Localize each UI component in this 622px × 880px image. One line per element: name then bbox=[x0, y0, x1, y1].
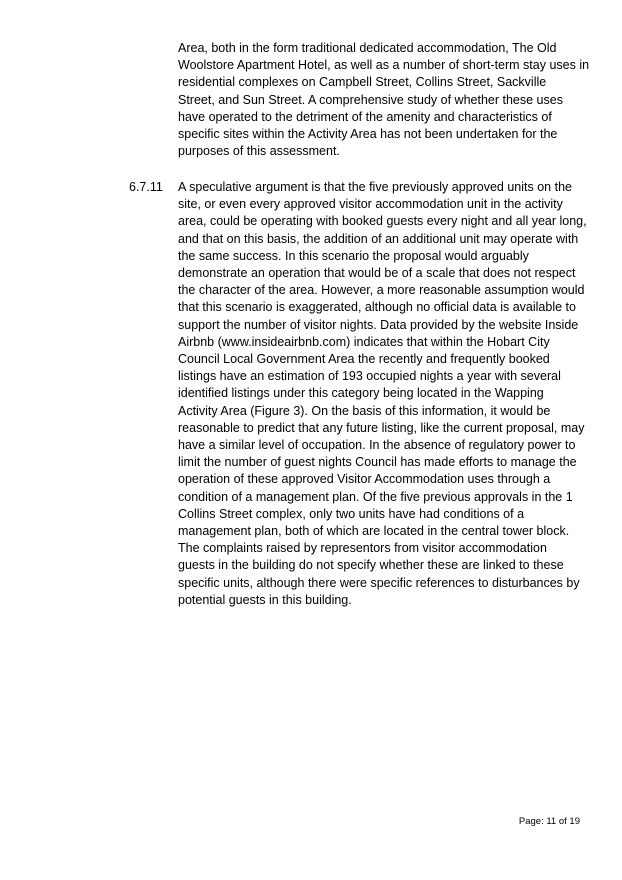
paragraph-line: Woolstore Apartment Hotel, as well as a number of short-term stay uses in bbox=[178, 58, 590, 73]
paragraph-line: Airbnb (www.insideairbnb.com) indicates that within the Hobart City bbox=[178, 334, 550, 349]
page-number-footer: Page: 11 of 19 bbox=[518, 816, 580, 827]
paragraph-line: the character of the area. However, a more reasonable assumption would bbox=[178, 283, 585, 298]
paragraph-line: Street, and Sun Street. A comprehensive study of whether these uses bbox=[178, 92, 563, 107]
paragraph-line: specific units, although there were specific references to disturbances by bbox=[178, 575, 580, 590]
paragraph-line: condition of a management plan. Of the five previous approvals in the 1 bbox=[178, 489, 573, 504]
paragraph-6-7-11 bbox=[178, 179, 587, 609]
paragraph-line: demonstrate an operation that would be of a scale that does not respect bbox=[178, 266, 576, 281]
paragraph-line: limit the number of guest nights Council has made efforts to manage the bbox=[178, 455, 577, 470]
paragraph-line: listings have an estimation of 193 occupied nights a year with several bbox=[178, 369, 561, 384]
paragraph-line: and that on this basis, the addition of an additional unit may operate with bbox=[178, 231, 579, 246]
paragraph-line: the same success. In this scenario the proposal would arguably bbox=[178, 248, 529, 263]
paragraph-line: area, could be operating with booked guests every night and all year long, bbox=[178, 214, 587, 229]
paragraph-line: Area, both in the form traditional dedicated accommodation, The Old bbox=[178, 41, 557, 55]
paragraph-number: 6.7.11 bbox=[129, 180, 163, 194]
paragraph-line: Collins Street complex, only two units have had conditions of a bbox=[178, 506, 525, 521]
paragraph-line: residential complexes on Campbell Street, Collins Street, Sackville bbox=[178, 75, 547, 90]
paragraph-line: identified listings under this category being located in the Wapping bbox=[178, 386, 544, 401]
continued-paragraph bbox=[178, 40, 590, 160]
paragraph-line: Council Local Government Area the recently and frequently booked bbox=[178, 352, 550, 367]
paragraph-line: purposes of this assessment. bbox=[178, 144, 340, 159]
paragraph-line: Activity Area (Figure 3). On the basis of this information, it would be bbox=[178, 403, 551, 418]
paragraph-line: operation of these approved Visitor Accommodation uses through a bbox=[178, 472, 551, 487]
paragraph-line: site, or even every approved visitor accommodation unit in the activity bbox=[178, 197, 563, 212]
paragraph-line: have operated to the detriment of the amenity and characteristics of bbox=[178, 109, 552, 124]
paragraph-line: support the number of visitor nights. Data provided by the website Inside bbox=[178, 317, 579, 332]
paragraph-line: A speculative argument is that the five previously approved units on the bbox=[178, 180, 572, 194]
paragraph-line: specific sites within the Activity Area has not been undertaken for the bbox=[178, 127, 558, 142]
paragraph-line: have a similar level of occupation. In the absence of regulatory power to bbox=[178, 438, 576, 453]
paragraph-line: guests in the building do not specify whether these are linked to these bbox=[178, 558, 564, 573]
paragraph-line: The complaints raised by representors from visitor accommodation bbox=[178, 541, 547, 556]
paragraph-line: management plan, both of which are located in the central tower block. bbox=[178, 524, 570, 539]
paragraph-line: reasonable to predict that any future listing, like the current proposal, may bbox=[178, 420, 585, 435]
paragraph-line: that this scenario is exaggerated, although no official data is available to bbox=[178, 300, 576, 315]
paragraph-line: potential guests in this building. bbox=[178, 592, 352, 607]
